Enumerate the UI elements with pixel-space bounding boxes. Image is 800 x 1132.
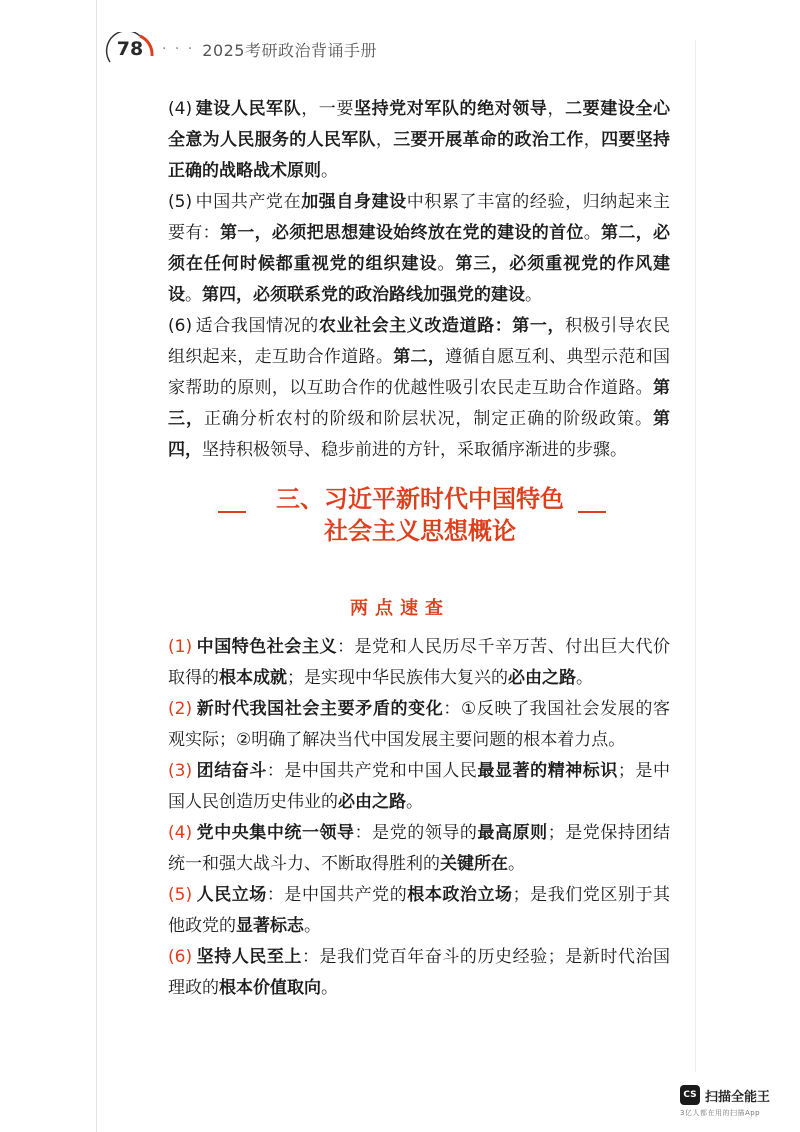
bold-text: 最显著的精神标识 (477, 761, 618, 781)
text: 。 (583, 223, 602, 243)
text: 。 (437, 254, 456, 274)
section-title (160, 483, 680, 547)
point-number: (6) (168, 947, 193, 967)
paragraph-4 (168, 94, 670, 187)
point-number: (4) (168, 823, 193, 843)
point-number: (1) (168, 637, 193, 657)
text: ：是我们党百年奋斗的历史经验；是新时代治国理政的 (168, 947, 671, 998)
text: ；是中国人民创造历史伟业的 (168, 761, 671, 812)
text: 。 (576, 668, 593, 688)
point-item-5 (168, 880, 670, 942)
camscanner-logo-icon: CS (680, 1085, 700, 1105)
bold-text: 第一，必须把思想建设始终放在党的建设的首位 (219, 223, 584, 243)
text: ：是党的领导的 (354, 823, 478, 843)
page-number: 78 (116, 38, 144, 60)
text: ；是党保持团结统一和强大战斗力、不断取得胜利的 (168, 823, 671, 874)
bold-text: 二要建设全心全意为人民服务的人民军队 (168, 99, 671, 150)
bold-text: 三要开展革命的政治工作 (393, 130, 584, 150)
text: 。 (321, 978, 338, 998)
heading-rule-right (578, 511, 606, 513)
bold-text: 坚持人民至上 (196, 947, 302, 967)
bold-text: 第二， (393, 347, 446, 367)
text: 适合我国情况的 (195, 316, 319, 336)
text: 。 (185, 285, 202, 305)
watermark-slogan: 3亿人都在用的扫描App (680, 1109, 761, 1117)
text: 。 (508, 854, 525, 874)
subheading: 两点速查 (350, 598, 450, 619)
point-item-3 (168, 756, 670, 818)
header-dots: · · · (162, 41, 195, 57)
bold-text: 团结奋斗 (196, 761, 267, 781)
bold-text: 中国特色社会主义 (196, 637, 338, 657)
points-list (168, 632, 670, 1004)
text: ：是中国共产党和中国人民 (266, 761, 478, 781)
text: ；是实现中华民族伟大复兴的 (287, 668, 508, 688)
bold-text: 人民立场 (196, 885, 267, 905)
watermark-app-name: 扫描全能王 (705, 1089, 771, 1105)
bold-text: 第三， (168, 378, 670, 429)
point-item-6 (168, 942, 670, 1004)
bold-text: 根本成就 (219, 668, 287, 688)
bold-text: 显著标志 (236, 916, 304, 936)
bold-text: 第二，必须在任何时候都重视党的组织建设 (168, 223, 671, 274)
text: ；是我们党区别于其他政党的 (168, 885, 671, 936)
bold-text: 坚持党对军队的绝对领导 (354, 99, 548, 119)
scanner-watermark (680, 1085, 792, 1118)
point-number: (5) (168, 885, 193, 905)
page-edge-right (695, 40, 696, 1072)
section-title-line-1: 三、习近平新时代中国特色 (276, 485, 564, 513)
text: 。 (525, 285, 542, 305)
bold-text: 必由之路 (338, 792, 406, 812)
page-number-badge (104, 32, 156, 66)
text: 。 (406, 792, 423, 812)
bold-text: 最高原则 (477, 823, 548, 843)
paragraph-5 (168, 187, 670, 311)
text: 。 (304, 916, 321, 936)
book-title: 2025考研政治背诵手册 (202, 40, 377, 60)
text: 遵循自愿互利、典型示范和国家帮助的原则，以互助合作的优越性吸引农民走互助合作道路。 (168, 347, 671, 398)
item-number: (6) (168, 316, 193, 336)
text: 正确分析农村的阶级和阶层状况，制定正确的阶级政策。 (203, 409, 654, 429)
text: ：是中国共产党的 (266, 885, 408, 905)
heading-rule-left (218, 511, 246, 513)
bold-text: 农业社会主义改造道路：第一， (318, 316, 566, 336)
bold-text: 党中央集中统一领导 (196, 823, 355, 843)
point-item-2 (168, 694, 670, 756)
text: ， (375, 130, 394, 150)
text: ：是党和人民历尽千辛万苦、付出巨大代价取得的 (168, 637, 670, 688)
item-number: (5) (168, 192, 193, 212)
bold-text: 根本价值取向 (219, 978, 321, 998)
bold-text: 第四，必须联系党的政治路线加强党的建设 (202, 285, 525, 305)
paragraph-6 (168, 311, 670, 466)
text: ， (547, 99, 566, 119)
bold-text: 必由之路 (508, 668, 576, 688)
point-item-4 (168, 818, 670, 880)
text: ， (583, 130, 602, 150)
page-edge (96, 0, 97, 1132)
text: 。 (321, 161, 338, 181)
bold-text: 第四， (168, 409, 671, 460)
item-number: (4) (168, 99, 193, 119)
text: 坚持积极领导、稳步前进的方针，采取循序渐进的步骤。 (202, 440, 627, 460)
bold-text: 建设人民军队 (195, 99, 302, 119)
point-number: (2) (168, 699, 193, 719)
text: ：①反映了我国社会发展的客观实际；②明确了解决当代中国发展主要问题的根本着力点。 (168, 699, 671, 750)
text: 积极引导农民组织起来，走互助合作道路。 (168, 316, 671, 367)
section-heading (160, 483, 680, 553)
bold-text: 新时代我国社会主要矛盾的变化 (196, 699, 444, 719)
bold-text: 第三，必须重视党的作风建设 (168, 254, 671, 305)
body-text (168, 94, 670, 466)
section-title-line-2: 社会主义思想概论 (324, 517, 516, 545)
text: ，一要 (301, 99, 354, 119)
point-item-1 (168, 632, 670, 694)
text: 中国共产党在 (195, 192, 302, 212)
bold-text: 关键所在 (440, 854, 508, 874)
point-number: (3) (168, 761, 193, 781)
bold-text: 加强自身建设 (301, 192, 407, 212)
text: 中积累了丰富的经验，归纳起来主要有： (168, 192, 671, 243)
bold-text: 四要坚持正确的战略战术原则 (168, 130, 671, 181)
bold-text: 根本政治立场 (407, 885, 513, 905)
page-header (104, 32, 377, 66)
